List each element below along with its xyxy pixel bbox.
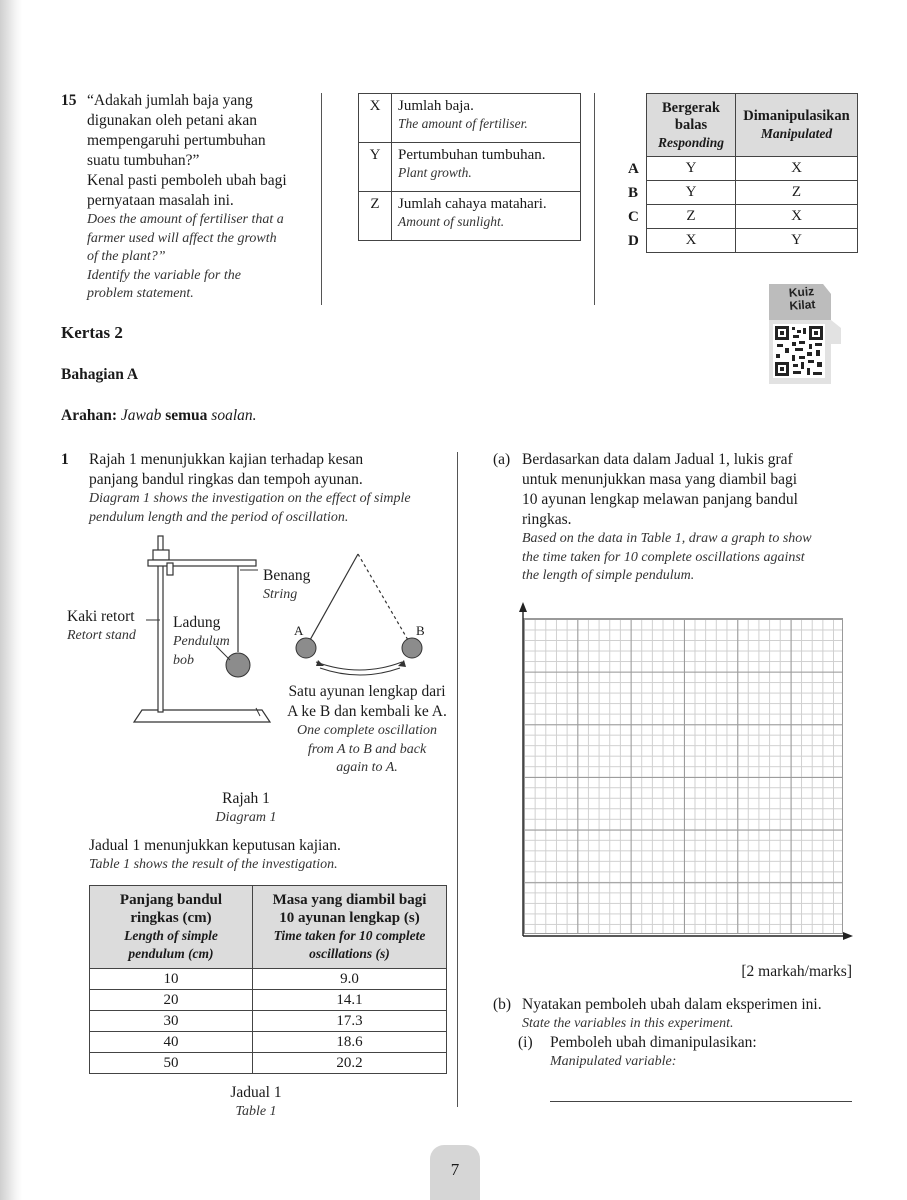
- part-b-label: (b): [493, 996, 512, 1013]
- header-responding: [647, 94, 736, 157]
- label-text: Kaki retort: [67, 608, 135, 625]
- cell: Z: [647, 205, 736, 229]
- header-text: Bergerak: [662, 99, 720, 116]
- header-text: Dimanipulasikan: [743, 108, 850, 124]
- part-b-line: Nyatakan pemboleh ubah dalam eksperimen ini.: [522, 996, 822, 1013]
- part-b-i-label: (i): [518, 1034, 533, 1051]
- cell: X: [647, 229, 736, 253]
- q15-line: “Adakah jumlah baja yang: [87, 92, 253, 109]
- variable-ms: Jumlah baja.: [398, 98, 474, 114]
- header-text: 10 ayunan lengkap (s): [279, 910, 420, 926]
- variable-cell: [392, 143, 581, 192]
- table-row: [359, 143, 581, 192]
- variable-ms: Jumlah cahaya matahari.: [398, 196, 547, 212]
- label-text-en: Pendulum: [173, 634, 230, 649]
- header-text-en: pendulum (cm): [128, 946, 214, 961]
- bob-position-a: [296, 638, 316, 658]
- caption-text-en: Table 1: [235, 1104, 277, 1119]
- cell: X: [736, 157, 858, 181]
- oscillation-note: [277, 682, 457, 778]
- cell-time: 17.3: [253, 1011, 447, 1032]
- page-number: 7: [430, 1145, 480, 1200]
- table-row: [359, 192, 581, 241]
- header-text-en: Length of simple: [124, 928, 218, 943]
- graph-axes: [515, 602, 855, 944]
- part-b-text: [522, 995, 862, 1034]
- diagram-caption: [196, 789, 296, 828]
- y-axis-arrow-icon: [519, 602, 527, 612]
- part-a-line-en: the length of simple pendulum.: [522, 568, 695, 583]
- table-row: [647, 229, 858, 253]
- bob-position-b: [402, 638, 422, 658]
- note-line-en: One complete oscillation: [297, 723, 437, 738]
- kuiz-label: [776, 284, 828, 313]
- cell-time: 9.0: [253, 969, 447, 990]
- cell-time: 18.6: [253, 1032, 447, 1053]
- part-b-i-line-en: Manipulated variable:: [550, 1054, 677, 1069]
- table-row: [90, 969, 447, 990]
- retort-clamp: [153, 550, 169, 560]
- instructions-text: soalan.: [211, 407, 257, 424]
- label-text-en: String: [263, 587, 298, 602]
- variable-key: X: [359, 94, 392, 143]
- header-text: Panjang bandul: [119, 892, 223, 908]
- instructions-label: Arahan:: [61, 407, 117, 424]
- label-text-en: bob: [173, 652, 194, 668]
- column-divider: [321, 93, 322, 305]
- q15-line-en: farmer used will affect the growth: [87, 230, 277, 246]
- cell-time: 20.2: [253, 1053, 447, 1074]
- options-table: [646, 93, 858, 253]
- cell-time: 14.1: [253, 990, 447, 1011]
- label-text: Benang: [263, 567, 311, 584]
- header-text-en: Time taken for 10 complete: [273, 928, 426, 943]
- cell: Z: [736, 181, 858, 205]
- caption-text: Jadual 1: [230, 1084, 282, 1101]
- note-line-en: again to A.: [336, 760, 398, 775]
- cell: X: [736, 205, 858, 229]
- variables-table: [358, 93, 581, 241]
- caption-text-en: Diagram 1: [215, 810, 277, 825]
- q15-line: digunakan oleh petani akan: [87, 112, 258, 129]
- part-a-text: [522, 450, 862, 586]
- label-retort-stand: [67, 607, 136, 646]
- note-line-en: from A to B and back: [307, 741, 427, 757]
- cell-length: 50: [90, 1053, 253, 1074]
- q15-line: Kenal pasti pemboleh ubah bagi: [87, 172, 287, 189]
- variable-en: Plant growth.: [398, 165, 472, 180]
- part-a-line-en: the time taken for 10 complete oscillations against: [522, 549, 805, 565]
- label-point-a: A: [294, 623, 304, 638]
- table-header-row: [647, 94, 858, 157]
- results-table: [89, 885, 447, 1074]
- part-a-line: 10 ayunan lengkap melawan panjang bandul: [522, 491, 798, 508]
- table-caption: [206, 1083, 306, 1122]
- q15-line-en: of the plant?”: [87, 249, 166, 264]
- kuiz-line: Kilat: [788, 297, 816, 313]
- option-label: C: [628, 209, 639, 225]
- caption-text: Rajah 1: [222, 790, 270, 807]
- table-row: [90, 1011, 447, 1032]
- header-text: Masa yang diambil bagi: [272, 892, 427, 908]
- label-benang: [263, 566, 310, 605]
- part-title: Bahagian A: [61, 366, 139, 383]
- option-label: A: [628, 161, 639, 177]
- paper-title: Kertas 2: [61, 323, 123, 342]
- part-a-line: Berdasarkan data dalam Jadual 1, lukis graf: [522, 451, 793, 468]
- q1-intro-line: panjang bandul ringkas dan tempoh ayunan.: [89, 471, 363, 488]
- part-b-i-text: [550, 1033, 850, 1072]
- kuiz-line: Kuiz: [788, 284, 815, 300]
- table-row: [359, 94, 581, 143]
- option-label: B: [628, 185, 639, 201]
- q1-number: 1: [61, 451, 69, 468]
- part-b-i-line: Pemboleh ubah dimanipulasikan:: [550, 1034, 757, 1051]
- q15-line-en: Identify the variable for the: [87, 267, 241, 283]
- q1-intro-line: Rajah 1 menunjukkan kajian terhadap kesan: [89, 451, 364, 468]
- variable-key: Z: [359, 192, 392, 241]
- cell-length: 30: [90, 1011, 253, 1032]
- header-text-en: Manipulated: [760, 126, 833, 141]
- clamp-arm: [148, 560, 256, 566]
- part-b-line-en: State the variables in this experiment.: [522, 1016, 734, 1031]
- column-divider: [457, 452, 458, 1107]
- label-pendulum-bob: [173, 613, 230, 670]
- label-text: Ladung: [173, 614, 221, 631]
- q15-line: mempengaruhi pertumbuhan: [87, 132, 266, 149]
- q15-line-en: Does the amount of fertiliser that a: [87, 212, 284, 227]
- table-row: [647, 205, 858, 229]
- q1-intro-line-en: Diagram 1 shows the investigation on the effect of simple: [89, 491, 411, 506]
- header-length: [90, 886, 253, 969]
- option-label: D: [628, 233, 639, 249]
- table-row: [90, 1032, 447, 1053]
- variable-cell: [392, 94, 581, 143]
- part-a-label: (a): [493, 451, 511, 468]
- header-text: ringkas (cm): [130, 910, 212, 926]
- answer-line[interactable]: [550, 1100, 852, 1102]
- q15-text: [87, 91, 322, 304]
- table-header-row: [90, 886, 447, 969]
- q15-line: suatu tumbuhan?”: [87, 152, 200, 169]
- variable-key: Y: [359, 143, 392, 192]
- table-row: [647, 181, 858, 205]
- header-text-en: oscillations (s): [309, 946, 390, 961]
- table-row: [90, 1053, 447, 1074]
- part-a-line: untuk menunjukkan masa yang diambil bagi: [522, 471, 798, 488]
- kuiz-kilat-badge[interactable]: [765, 284, 841, 384]
- cell: Y: [736, 229, 858, 253]
- instructions-text: semua: [165, 407, 208, 424]
- variable-cell: [392, 192, 581, 241]
- q1-intro-line-en: pendulum length and the period of oscillation.: [89, 509, 349, 525]
- table-intro: [89, 836, 449, 875]
- header-text: balas: [674, 116, 708, 133]
- page-shadow: [0, 0, 22, 1200]
- instructions: [61, 407, 257, 425]
- label-text-en: Retort stand: [67, 628, 136, 643]
- instructions-text: Jawab: [120, 407, 162, 424]
- retort-base: [134, 710, 270, 722]
- header-time: [253, 886, 447, 969]
- cell-length: 20: [90, 990, 253, 1011]
- note-line: A ke B dan kembali ke A.: [287, 703, 447, 720]
- marks: [2 markah/marks]: [741, 963, 852, 980]
- column-divider: [594, 93, 595, 305]
- q15-number: 15: [61, 92, 77, 109]
- cell: Y: [647, 181, 736, 205]
- cell-length: 10: [90, 969, 253, 990]
- note-line: Satu ayunan lengkap dari: [288, 683, 446, 700]
- cell-length: 40: [90, 1032, 253, 1053]
- q1-intro: [89, 450, 449, 527]
- part-a-line-en: Based on the data in Table 1, draw a graph to show: [522, 531, 812, 546]
- q15-line: pernyataan masalah ini.: [87, 192, 234, 209]
- variable-en: The amount of fertiliser.: [398, 116, 528, 131]
- table-row: [647, 157, 858, 181]
- header-text-en: Responding: [657, 134, 725, 150]
- table-intro-text-en: Table 1 shows the result of the investigation.: [89, 857, 338, 872]
- header-manipulated: [736, 94, 858, 157]
- variable-en: Amount of sunlight.: [398, 214, 505, 229]
- variable-ms: Pertumbuhan tumbuhan.: [398, 147, 546, 163]
- table-intro-text: Jadual 1 menunjukkan keputusan kajian.: [89, 837, 341, 854]
- table-row: [90, 990, 447, 1011]
- q15-line-en: problem statement.: [87, 286, 194, 301]
- label-point-b: B: [416, 623, 425, 638]
- cell: Y: [647, 157, 736, 181]
- x-axis-arrow-icon: [843, 932, 853, 940]
- part-a-line: ringkas.: [522, 511, 572, 528]
